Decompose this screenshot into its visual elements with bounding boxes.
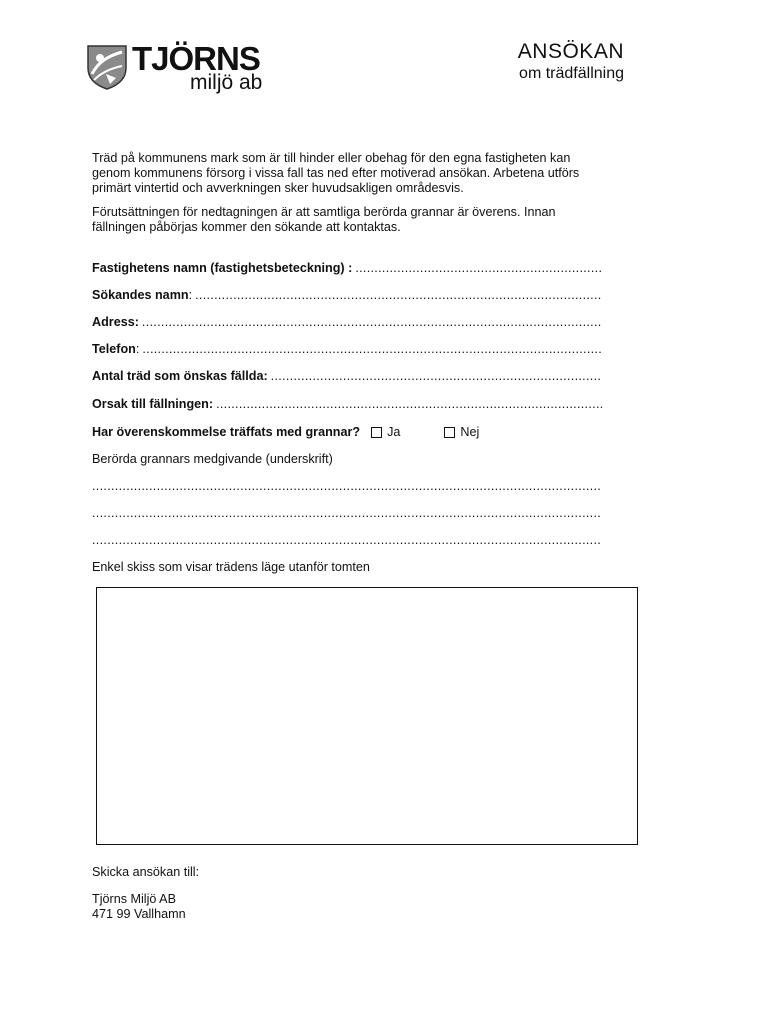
address-field[interactable]: [92, 314, 602, 330]
no-checkbox[interactable]: [444, 427, 455, 438]
applicant-field[interactable]: [92, 287, 602, 303]
consent-label: Berörda grannars medgivande (underskrift): [92, 452, 333, 466]
logo-brand: TJÖRNS: [132, 40, 260, 77]
consent-signature-line-2[interactable]: [92, 505, 602, 521]
address-fill-line[interactable]: [142, 314, 602, 330]
logo-subtitle: miljö ab: [190, 71, 263, 94]
tree-count-label: Antal träd som önskas fällda:: [92, 369, 268, 383]
sketch-box[interactable]: [96, 587, 638, 845]
phone-field[interactable]: [92, 341, 602, 357]
phone-label: Telefon: [92, 342, 136, 356]
tree-count-fill-line[interactable]: [271, 368, 602, 384]
title-sub: om trädfällning: [519, 65, 624, 82]
no-label: Nej: [460, 425, 480, 439]
consent-signature-line-3[interactable]: [92, 532, 602, 548]
address-label: Adress:: [92, 315, 139, 329]
tree-count-field[interactable]: [92, 368, 602, 384]
phone-fill-line[interactable]: [142, 341, 602, 357]
phone-colon: :: [135, 342, 140, 356]
yes-checkbox[interactable]: [371, 427, 382, 438]
reason-label: Orsak till fällningen:: [92, 397, 214, 411]
title-main: ANSÖKAN: [517, 40, 624, 63]
send-to-label: Skicka ansökan till:: [92, 865, 200, 879]
property-fill-line[interactable]: [355, 260, 602, 276]
yes-label: Ja: [387, 425, 401, 439]
reason-field[interactable]: [92, 396, 602, 412]
reason-fill-line[interactable]: [216, 396, 602, 412]
applicant-fill-line[interactable]: [195, 287, 602, 303]
agreement-no-option[interactable]: [444, 424, 479, 440]
intro-paragraph-2: Förutsättningen för nedtagningen är att samtliga berörda grannar är överens. Innan fällningen påbörjas kommer den sökande att kontaktas.: [92, 205, 556, 234]
agreement-question-label: Har överenskommelse träffats med grannar?: [92, 425, 361, 439]
applicant-label: Sökandes namn: [92, 288, 189, 302]
consent-signature-line-1[interactable]: [92, 478, 602, 494]
recipient-address: 471 99 Vallhamn: [92, 907, 186, 921]
agreement-yes-option[interactable]: [371, 424, 400, 440]
sketch-label: Enkel skiss som visar trädens läge utanför tomten: [92, 560, 370, 574]
property-field[interactable]: [92, 260, 602, 276]
recipient-name: Tjörns Miljö AB: [92, 892, 176, 906]
company-logo: [86, 40, 276, 92]
applicant-colon: :: [188, 288, 193, 302]
document-title: [518, 40, 624, 84]
agreement-question: [92, 424, 479, 440]
intro-paragraph-1: Träd på kommunens mark som är till hinder eller obehag för den egna fastigheten kan genom kommunens försorg i vissa fall tas ned efter motiverad ansökan. Arbetena utförs primärt vintertid och avverkningen sker huvudsakligen områdesvis.: [92, 151, 580, 195]
property-label: Fastighetens namn (fastighetsbeteckning) :: [92, 261, 353, 275]
crest-icon: [86, 44, 128, 90]
